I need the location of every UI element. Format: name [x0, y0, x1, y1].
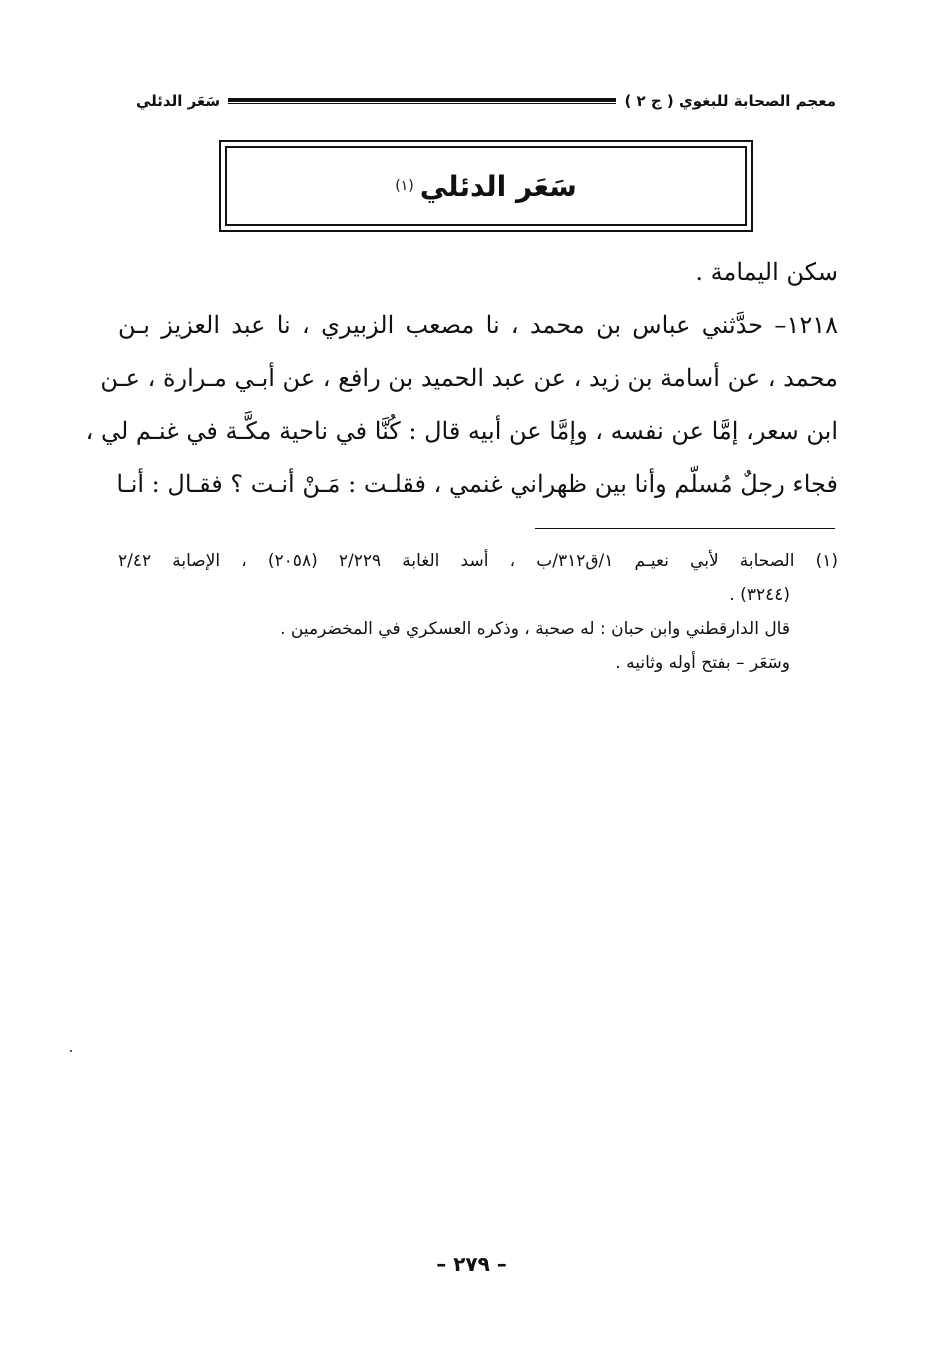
book-title: معجم الصحابة للبغوي ( ج ٢ )	[624, 92, 836, 110]
body-line: محمد ، عن أسامة بن زيد ، عن عبد الحميد بن رافع ، عن أبـي مـرارة ، عـن	[100, 364, 838, 392]
header-rule	[228, 98, 616, 104]
entry-title: سَعَر الدئلي	[419, 169, 577, 203]
footnote-separator	[535, 528, 835, 529]
entry-title-box	[219, 140, 753, 232]
body-line: ابن سعر، إمَّا عن نفسه ، وإمَّا عن أبيه قال : كُنَّا في ناحية مكَّـة في غنـم لي ،	[85, 417, 838, 445]
footnotes	[118, 544, 838, 680]
footnote-line: وسَعَر – بفتح أوله وثانيه .	[615, 653, 790, 673]
chapter-name: سَعَر الدئلي	[136, 92, 221, 110]
footnote-line: قال الدارقطني وابن حبان : له صحبة ، وذكره العسكري في المخضرمين .	[280, 619, 790, 639]
footnote-line: (١) الصحابة لأبي نعيـم ١/ق٣١٢/ب ، أسد الغابة ٢/٢٢٩ (٢٠٥٨) ، الإصابة ٢/٤٢	[118, 551, 838, 571]
body-line: ١٢١٨– حدَّثني عباس بن محمد ، نا مصعب الزبيري ، نا عبد العزيز بـن	[118, 311, 838, 339]
scan-speck	[70, 1050, 72, 1052]
entry-title-inner-frame	[225, 146, 747, 226]
footnote-line: (٣٢٤٤) .	[729, 585, 790, 605]
title-footnote-ref: (١)	[395, 178, 414, 194]
page-number: – ٢٧٩ –	[436, 1252, 507, 1276]
body-line: سكن اليمامة .	[695, 258, 838, 286]
body-text	[85, 246, 838, 511]
body-line: فجاء رجلٌ مُسلّم وأنا بين ظهراني غنمي ، فقلـت : مَـنْ أنـت ؟ فقـال : أنـا	[116, 470, 838, 498]
running-header	[136, 86, 836, 116]
